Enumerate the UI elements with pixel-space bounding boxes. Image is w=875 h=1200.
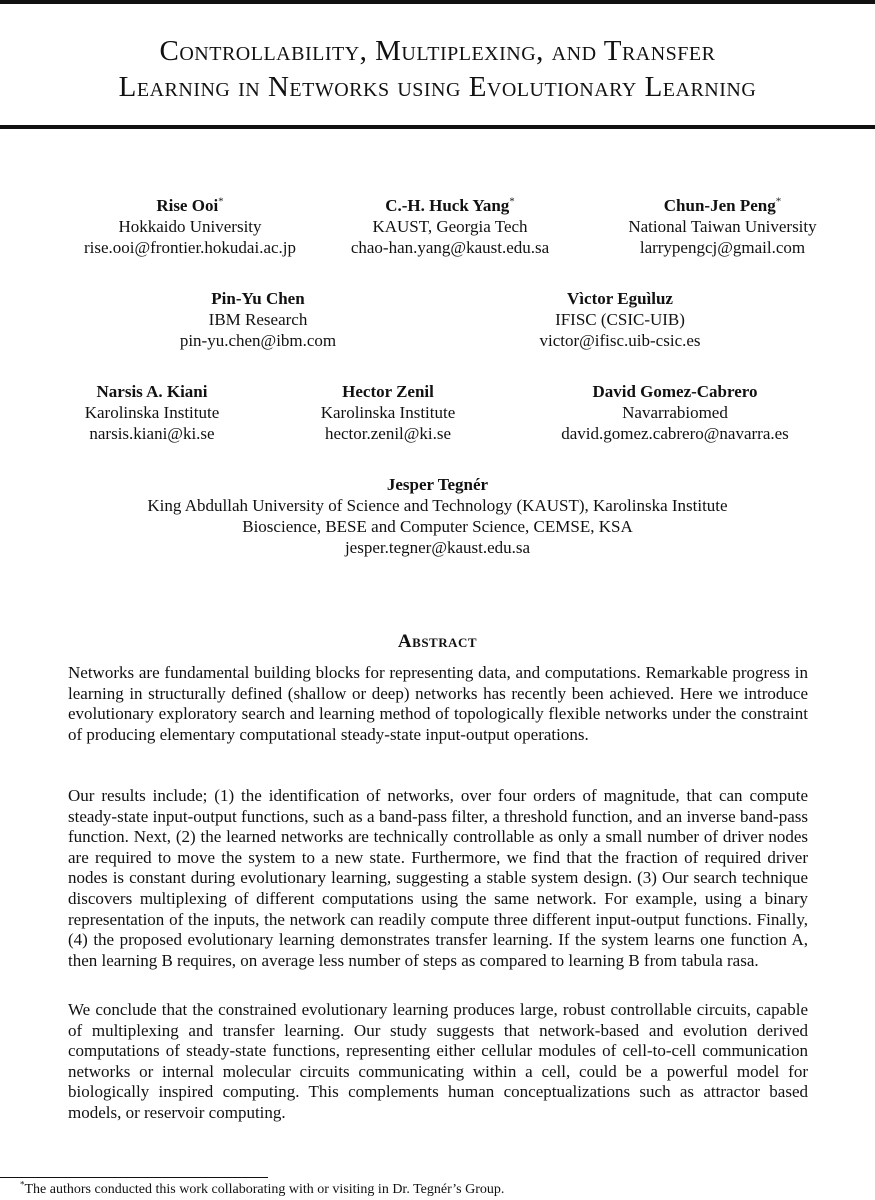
author-affiliation: IBM Research bbox=[208, 310, 308, 329]
author-affiliation: IFISC (CSIC-UIB) bbox=[555, 310, 685, 329]
author-name: Chun-Jen Peng* bbox=[663, 195, 782, 215]
author-email[interactable]: rise.ooi@frontier.hokudai.ac.jp bbox=[83, 238, 297, 257]
author-email[interactable]: pin-yu.chen@ibm.com bbox=[179, 331, 337, 350]
author-name: Rise Ooi* bbox=[156, 195, 224, 215]
author-name: Narsis A. Kiani bbox=[96, 382, 208, 401]
abstract-paragraph-3: We conclude that the constrained evolutionary learning produces large, robust controllable circuits, capable of multiplexing and transfer learning. Our study suggests that network-based and evolution derived computations of steady-state functions, representing either cellular modules of cell-to-cell communication networks or internal molecular circuits communicating within a cell, could be a powerful model for biologically inspired computing. This complements human conceptualizations such as attractor based models, or reservoir computing. bbox=[68, 1000, 808, 1122]
author-name: Vìctor Eguìluz bbox=[567, 289, 673, 308]
footnote-text: The authors conducted this work collaborating with or visiting in Dr. Tegnér’s Group. bbox=[24, 1182, 505, 1197]
title-line-2: Learning in Networks using Evolutionary Learning bbox=[118, 71, 757, 103]
author-block bbox=[60, 474, 815, 558]
author-email[interactable]: chao-han.yang@kaust.edu.sa bbox=[350, 238, 550, 257]
author-email[interactable]: david.gomez.cabrero@navarra.es bbox=[561, 424, 789, 443]
author-email[interactable]: hector.zenil@ki.se bbox=[324, 424, 452, 443]
author-block bbox=[52, 381, 252, 444]
author-name: Jesper Tegnér bbox=[386, 475, 489, 494]
author-name: Pin-Yu Chen bbox=[211, 289, 305, 308]
author-block bbox=[580, 195, 865, 258]
author-email[interactable]: jesper.tegner@kaust.edu.sa bbox=[344, 538, 531, 557]
abstract-paragraph-1: Networks are fundamental building blocks for representing data, and computations. Remarkable progress in learning in structurally defined (shallow or deep) networks has recently been achieved. Here we introduce evolutionary exploratory search and learning method of topologically flexible networks under the constraint of producing elementary computational steady-state input-output operations. bbox=[68, 663, 808, 744]
author-block bbox=[288, 381, 488, 444]
author-affiliation: National Taiwan University bbox=[628, 217, 817, 236]
author-affiliation: Hokkaido University bbox=[118, 217, 262, 236]
author-block bbox=[300, 195, 600, 258]
author-block bbox=[138, 288, 378, 351]
abstract-heading: Abstract bbox=[397, 631, 478, 652]
author-affiliation: Karolinska Institute bbox=[84, 403, 220, 422]
bottom-rule bbox=[0, 125, 875, 129]
author-block bbox=[495, 288, 745, 351]
author-block bbox=[530, 381, 820, 444]
author-email[interactable]: victor@ifisc.uib-csic.es bbox=[539, 331, 701, 350]
footnote bbox=[20, 1181, 504, 1199]
author-footnote-mark: * bbox=[775, 195, 782, 208]
author-name: Hector Zenil bbox=[342, 382, 434, 401]
author-affiliation: King Abdullah University of Science and Technology (KAUST), Karolinska Institute bbox=[147, 496, 728, 515]
author-footnote-mark: * bbox=[509, 195, 515, 208]
top-rule bbox=[0, 0, 875, 4]
footnote-rule bbox=[0, 1177, 268, 1178]
author-affiliation: Navarrabiomed bbox=[622, 403, 728, 422]
footnote-mark: * bbox=[20, 1179, 25, 1190]
author-footnote-mark: * bbox=[218, 195, 224, 208]
author-name: David Gomez-Cabrero bbox=[592, 382, 758, 401]
author-email[interactable]: larrypengcj@gmail.com bbox=[639, 238, 806, 257]
abstract-paragraph-2: Our results include; (1) the identification of networks, over four orders of magnitude, that can compute steady-state input-output functions, such as a band-pass filter, a threshold function, and an inverse band-pass function. Next, (2) the learned networks are technically controllable as only a small number of driver nodes are required to move the system to a new state. Furthermore, we find that the fraction of required driver nodes is constant during evolutionary learning, suggesting a stable system design. (3) Our search technique discovers multiplexing of different computations using the same network. For example, using a binary representation of the inputs, the network can readily compute three different input-output functions. Finally, (4) the proposed evolutionary learning demonstrates transfer learning. If the system learns one function A, then learning B requires, on average less number of steps as compared to learning B from tabula rasa. bbox=[68, 786, 808, 970]
author-affiliation: KAUST, Georgia Tech bbox=[372, 217, 528, 236]
author-affiliation: Karolinska Institute bbox=[320, 403, 456, 422]
paper-title bbox=[0, 33, 875, 105]
author-affiliation-2: Bioscience, BESE and Computer Science, CEMSE, KSA bbox=[242, 517, 633, 536]
author-email[interactable]: narsis.kiani@ki.se bbox=[89, 424, 215, 443]
title-line-1: Controllability, Multiplexing, and Transfer bbox=[159, 35, 716, 67]
author-name: C.-H. Huck Yang* bbox=[385, 195, 515, 215]
